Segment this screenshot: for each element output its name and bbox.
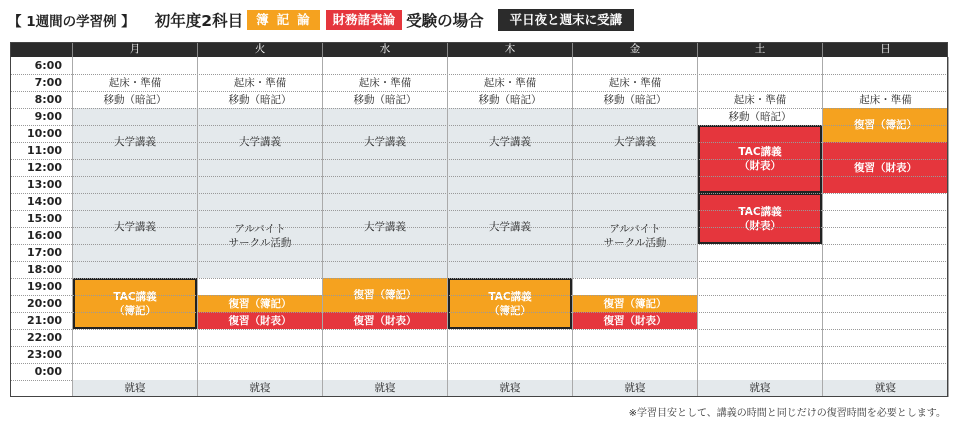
day-header-4: 金 xyxy=(572,42,697,57)
schedule-block: TAC講義 （財表） xyxy=(698,125,822,193)
schedule-block: 大学講義 xyxy=(323,193,447,261)
time-label: 9:00 xyxy=(34,110,62,123)
header-title: 初年度2科目 xyxy=(154,12,244,30)
schedule-block: 起床・準備 xyxy=(859,93,912,106)
time-label: 14:00 xyxy=(26,195,62,208)
schedule-block: 移動（暗記） xyxy=(603,93,667,106)
sleep-cell: 就寝 xyxy=(697,380,822,397)
time-label: 7:00 xyxy=(34,76,62,89)
time-label: 8:00 xyxy=(34,93,62,106)
schedule-block: 起床・準備 xyxy=(233,76,287,89)
schedule-block: 大学講義 xyxy=(198,108,322,176)
sleep-cell: 就寝 xyxy=(572,380,697,397)
time-label: 11:00 xyxy=(26,144,62,157)
schedule-block: 復習（財表） xyxy=(823,142,948,193)
time-label: 17:00 xyxy=(26,246,62,259)
schedule-block: 復習（財表） xyxy=(573,312,697,329)
schedule-block: 大学講義 xyxy=(573,108,697,176)
schedule-block: 移動（暗記） xyxy=(228,93,292,106)
sleep-cell: 就寝 xyxy=(72,380,197,397)
schedule-block: 大学講義 xyxy=(73,193,197,261)
header-tail: 受験の場合 xyxy=(406,12,484,30)
schedule-block: 復習（簿記） xyxy=(198,295,322,312)
schedule-block: 起床・準備 xyxy=(608,76,662,89)
time-label: 6:00 xyxy=(34,59,62,72)
schedule-block: アルバイト サークル活動 xyxy=(198,193,322,278)
badge-boki: 簿記論 xyxy=(247,10,320,30)
sleep-cell: 就寝 xyxy=(822,380,948,397)
schedule-block: 復習（簿記） xyxy=(823,108,948,142)
schedule-block: 大学講義 xyxy=(448,193,572,261)
time-label: 13:00 xyxy=(26,178,62,191)
column-divider xyxy=(948,57,949,397)
schedule-block: アルバイト サークル活動 xyxy=(573,193,697,278)
day-header-1: 火 xyxy=(197,42,322,57)
schedule-block: 復習（簿記） xyxy=(573,295,697,312)
time-label: 16:00 xyxy=(26,229,62,242)
time-label: 22:00 xyxy=(26,331,62,344)
time-label: 23:00 xyxy=(26,348,62,361)
schedule-block: 起床・準備 xyxy=(108,76,162,89)
time-label: 21:00 xyxy=(26,314,62,327)
table-frame xyxy=(10,42,948,397)
schedule-block: 起床・準備 xyxy=(733,93,787,106)
sleep-cell: 就寝 xyxy=(322,380,447,397)
footnote: ※学習目安として、講義の時間と同じだけの復習時間を必要とします。 xyxy=(628,408,946,419)
schedule-block: 移動（暗記） xyxy=(478,93,542,106)
schedule-block: TAC講義 （簿記） xyxy=(448,278,572,329)
time-label: 12:00 xyxy=(26,161,62,174)
schedule-block: 起床・準備 xyxy=(483,76,537,89)
schedule-block: 移動（暗記） xyxy=(353,93,417,106)
time-label: 0:00 xyxy=(34,365,62,378)
day-header-0: 月 xyxy=(72,42,197,57)
time-label: 18:00 xyxy=(26,263,62,276)
schedule-block: 移動（暗記） xyxy=(728,110,792,123)
time-label: 15:00 xyxy=(26,212,62,225)
schedule-block: 復習（簿記） xyxy=(323,278,447,312)
sleep-cell: 就寝 xyxy=(447,380,572,397)
time-label: 20:00 xyxy=(26,297,62,310)
schedule-block: TAC講義 （財表） xyxy=(698,193,822,244)
schedule-block: 大学講義 xyxy=(73,108,197,176)
schedule-block: 大学講義 xyxy=(448,108,572,176)
schedule-block: TAC講義 （簿記） xyxy=(73,278,197,329)
badge-schedule-type: 平日夜と週末に受講 xyxy=(498,9,635,31)
header-label: 【 1週間の学習例 】 xyxy=(8,14,135,30)
time-label: 19:00 xyxy=(26,280,62,293)
day-header-2: 水 xyxy=(322,42,447,57)
day-header-6: 日 xyxy=(822,42,948,57)
schedule-block: 大学講義 xyxy=(323,108,447,176)
day-header-3: 木 xyxy=(447,42,572,57)
time-label: 10:00 xyxy=(26,127,62,140)
schedule-block: 移動（暗記） xyxy=(103,93,167,106)
badge-zaimu: 財務諸表論 xyxy=(326,10,403,30)
schedule-block: 復習（財表） xyxy=(323,312,447,329)
day-header-5: 土 xyxy=(697,42,822,57)
sleep-cell: 就寝 xyxy=(197,380,322,397)
schedule-block: 復習（財表） xyxy=(198,312,322,329)
schedule-block: 起床・準備 xyxy=(358,76,412,89)
